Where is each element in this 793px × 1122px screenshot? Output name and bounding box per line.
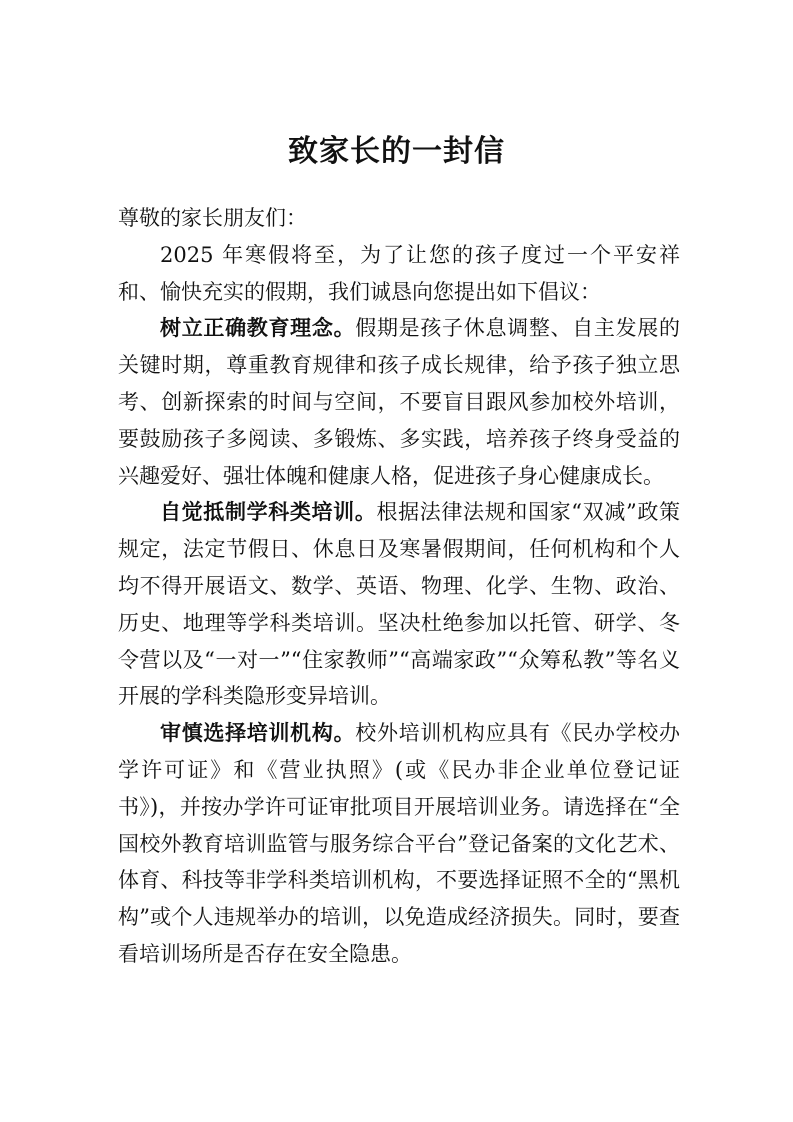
section-paragraph-choose-institution — [118, 715, 680, 973]
section-lead: 审慎选择培训机构。 — [160, 721, 356, 746]
salutation: 尊敬的家长朋友们： — [118, 206, 307, 230]
section-body: 校外培训机构应具有《民办学校办学许可证》和《营业执照》(或《民办非企业单位登记证书》)，并按办学许可证审批项目开展培训业务。请选择在“全国校外教育培训监管与服务综合平台”登记备案的文化艺术、体育、科技等非学科类培训机构，不要选择证照不全的“黑机构”或个人违规举办的培训，以免造成经济损失。同时，要查看培训场所是否存在安全隐患。 — [118, 721, 681, 966]
page-title: 致家长的一封信 — [288, 134, 505, 169]
letter-body — [118, 200, 680, 973]
intro-paragraph: 2025 年寒假将至，为了让您的孩子度过一个平安祥和、愉快充实的假期，我们诚恳向您提出如下倡议： — [118, 242, 680, 304]
section-paragraph-education-concept — [118, 310, 680, 494]
section-lead: 树立正确教育理念。 — [160, 316, 356, 341]
section-lead: 自觉抵制学科类培训。 — [160, 500, 377, 525]
section-paragraph-resist-training — [118, 494, 680, 715]
section-body: 根据法律法规和国家“双减”政策规定，法定节假日、休息日及寒暑假期间，任何机构和个人均不得开展语文、数学、英语、物理、化学、生物、政治、历史、地理等学科类培训。坚决杜绝参加以托管、研学、冬令营以及“一对一”“住家教师”“高端家政”“众筹私教”等名义开展的学科类隐形变异培训。 — [118, 500, 680, 709]
section-body: 假期是孩子休息调整、自主发展的关键时期，尊重教育规律和孩子成长规律，给予孩子独立思考、创新探索的时间与空间，不要盲目跟风参加校外培训，要鼓励孩子多阅读、多锻炼、多实践，培养孩子终身受益的兴趣爱好、强壮体魄和健康人格，促进孩子身心健康成长。 — [118, 316, 681, 488]
